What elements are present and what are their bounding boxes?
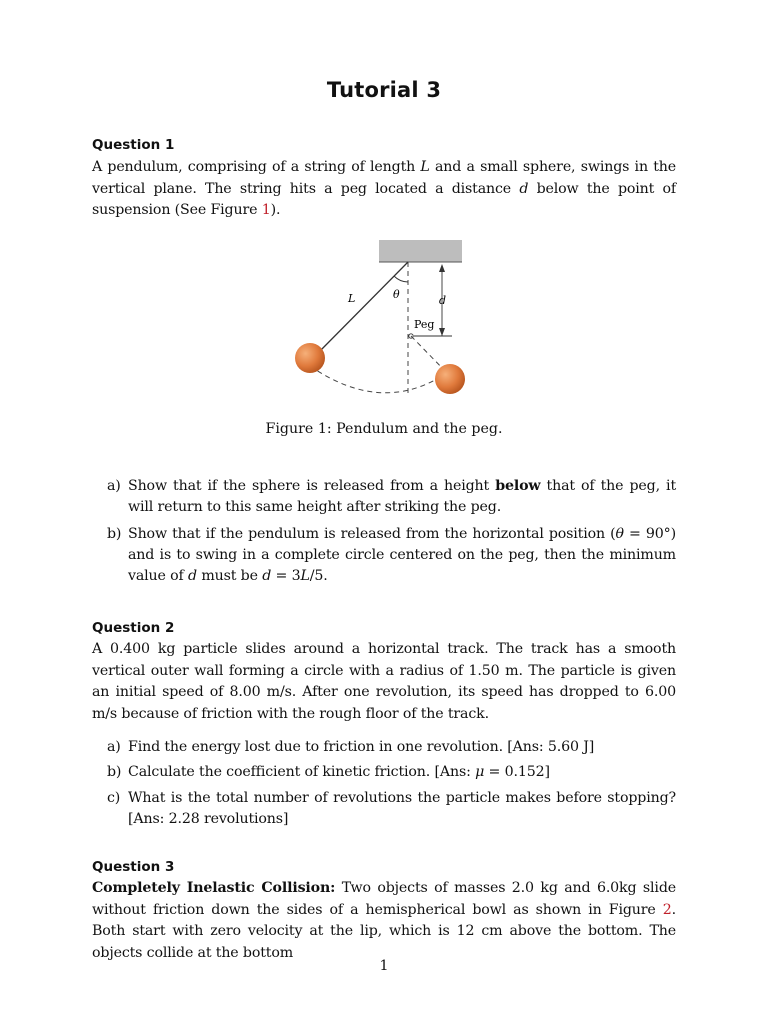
page-title: Tutorial 3 [326,78,442,102]
page-number: 1 [379,958,389,974]
question-1-part-b: b) Show that if the pendulum is released from the horizontal position (θ = 90°) and is to swing in a complete circle centered on the peg, then the minimum value of d must be d = 3L/5. [107,526,676,584]
question-2-part-b: b) Calculate the coefficient of kinetic friction. [Ans: μ = 0.152] [107,764,550,780]
label-L: L [348,292,356,305]
label-theta: θ [393,288,400,301]
pendulum-figure [280,236,480,404]
question-1-text: A pendulum, comprising of a string of length L and a small sphere, swings in the vertical plane. The string hits a peg located a distance d below the point of suspension (See Figure 1). [92,159,676,219]
figure-1-caption: Figure 1: Pendulum and the peg. [265,421,503,437]
figure-2-reference[interactable]: 2 [662,901,672,918]
question-3-heading: Question 3 [92,859,175,875]
question-2-part-a: a) Find the energy lost due to friction in one revolution. [Ans: 5.60 J] [107,739,595,755]
question-2-text: A 0.400 kg particle slides around a horizontal track. The track has a smooth vertical outer wall forming a circle with a radius of 1.50 m. The particle is given an initial speed of 8.00 m/s. After one revolution, its speed has dropped to 6.00 m/s because of friction with the rough floor of the track. [92,641,676,722]
ceiling-support [379,240,462,262]
question-2-part-c: c) What is the total number of revolutions the particle makes before stopping? [Ans: 2.28 revolutions] [107,790,676,827]
label-peg: Peg [414,318,435,331]
figure-1-reference[interactable]: 1 [261,202,271,219]
sphere-left [295,343,325,373]
question-3-text: Completely Inelastic Collision: Two objects of masses 2.0 kg and 6.0kg slide without friction down the sides of a hemispherical bowl as shown in Figure 2. Both start with zero velocity at the lip, which is 12 cm above the bottom. The objects collide at the bottom [92,880,676,961]
label-d: d [439,294,447,307]
question-1-heading: Question 1 [92,137,175,153]
question-2-heading: Question 2 [92,620,175,636]
question-1-part-a: a) Show that if the sphere is released from a height below that of the peg, it will return to this same height after striking the peg. [107,478,676,515]
swing-path [310,366,442,393]
sphere-right [435,364,465,394]
